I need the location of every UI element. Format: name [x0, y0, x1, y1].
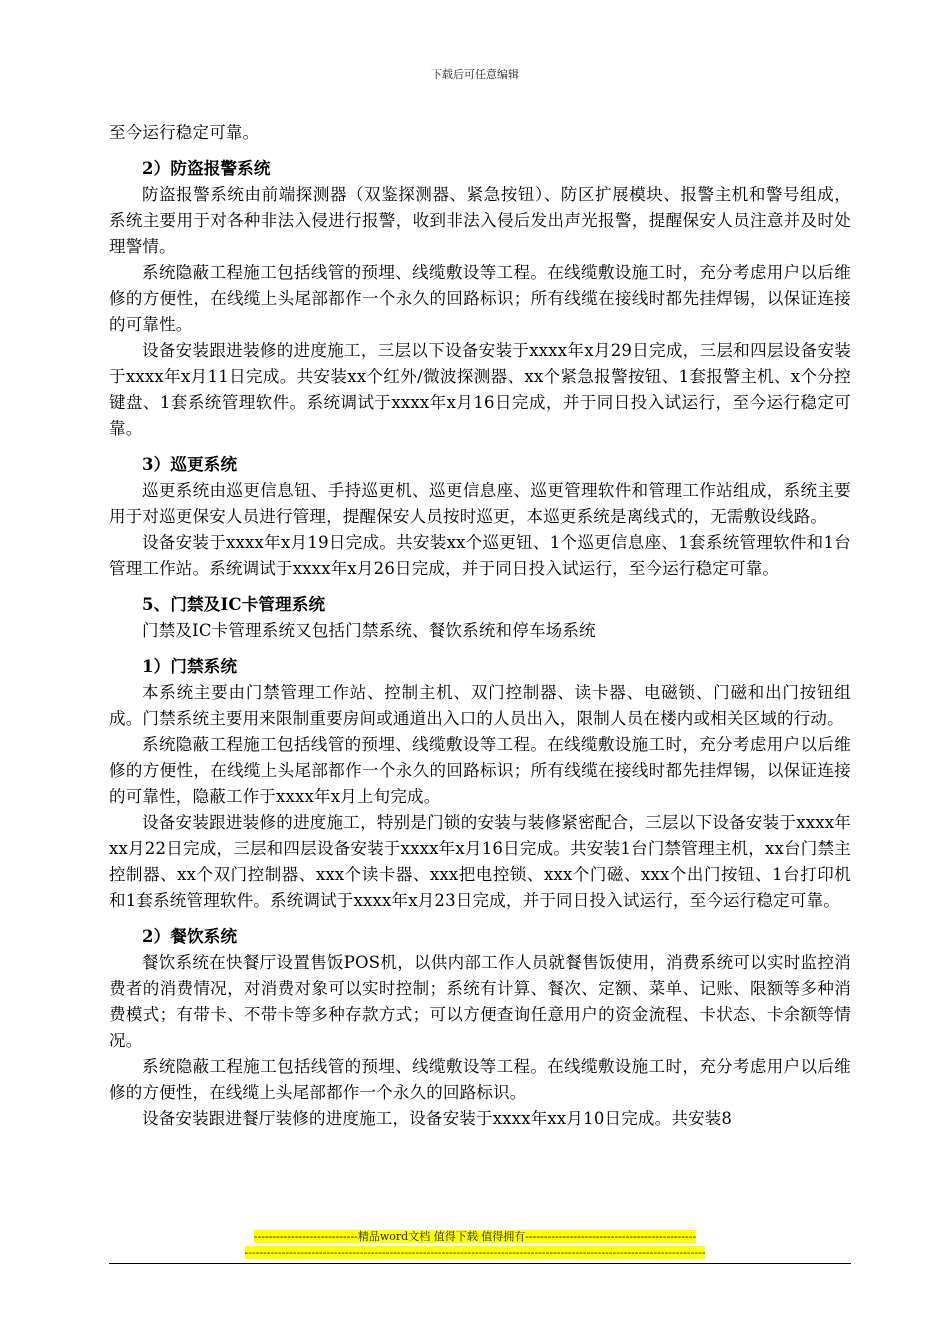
section-heading: 2）防盗报警系统 — [142, 159, 271, 178]
paragraph: 防盗报警系统由前端探测器（双鉴探测器、紧急按钮）、防区扩展模块、报警主机和警号组成，系统主要用于对各种非法入侵进行报警，收到非法入侵后发出声光报警，提醒保安人员注意并及时处理警情。 — [109, 185, 851, 256]
paragraph: 设备安装跟进餐厅装修的进度施工，设备安装于xxxx年xx月10日完成。共安装8 — [142, 1109, 733, 1128]
footer-rule — [109, 1263, 851, 1264]
footer-dashes-text: ---------------------------------------------------------------------------------------------------------------------------- — [244, 1246, 706, 1259]
section-heading: 5、门禁及IC卡管理系统 — [142, 595, 326, 614]
paragraph: 设备安装跟进装修的进度施工，特别是门锁的安装与装修紧密配合，三层以下设备安装于xxxx年xx月22日完成，三层和四层设备安装于xxxx年x月16日完成。共安装1台门禁管理主机，xx台门禁主控制器、xx个双门控制器、xxx个读卡器、xxx把电控锁、xxx个门磁、xxx个出门按钮、1台打印机和1套系统管理软件。系统调试于xxxx年x月23日完成，并于同日投入试运行，至今运行稳定可靠。 — [109, 813, 851, 910]
paragraph: 门禁及IC卡管理系统又包括门禁系统、餐饮系统和停车场系统 — [142, 621, 596, 640]
paragraph: 设备安装于xxxx年x月19日完成。共安装xx个巡更钮、1个巡更信息座、1套系统管理软件和1台管理工作站。系统调试于xxxx年x月26日完成，并于同日投入试运行，至今运行稳定可靠。 — [109, 533, 851, 578]
footer-banner-text: ----------------------------精品word文档 值得下载 值得拥有---------------------------------------------- — [253, 1230, 697, 1243]
footer-dashes — [0, 1246, 950, 1260]
paragraph: 至今运行稳定可靠。 — [109, 123, 260, 142]
section-heading: 3）巡更系统 — [142, 455, 238, 474]
paragraph: 本系统主要由门禁管理工作站、控制主机、双门控制器、读卡器、电磁锁、门磁和出门按钮组成。门禁系统主要用来限制重要房间或通道出入口的人员出入，限制人员在楼内或相关区域的行动。 — [109, 683, 851, 728]
paragraph: 餐饮系统在快餐厅设置售饭POS机，以供内部工作人员就餐售饭使用，消费系统可以实时监控消费者的消费情况，对消费对象可以实时控制；系统有计算、餐次、定额、菜单、记账、限额等多种消费模式；有带卡、不带卡等多种存款方式；可以方便查询任意用户的资金流程、卡状态、卡余额等情况。 — [109, 953, 851, 1050]
footer-banner — [0, 1230, 950, 1244]
document-body — [109, 120, 851, 1132]
paragraph: 系统隐蔽工程施工包括线管的预埋、线缆敷设等工程。在线缆敷设施工时，充分考虑用户以后维修的方便性，在线缆上头尾部都作一个永久的回路标识。 — [109, 1057, 851, 1102]
paragraph: 巡更系统由巡更信息钮、手持巡更机、巡更信息座、巡更管理软件和管理工作站组成，系统主要用于对巡更保安人员进行管理，提醒保安人员按时巡更，本巡更系统是离线式的，无需敷设线路。 — [109, 481, 851, 526]
paragraph: 设备安装跟进装修的进度施工，三层以下设备安装于xxxx年x月29日完成，三层和四层设备安装于xxxx年x月11日完成。共安装xx个红外/微波探测器、xx个紧急报警按钮、1套报警主机、x个分控键盘、1套系统管理软件。系统调试于xxxx年x月16日完成，并于同日投入试运行，至今运行稳定可靠。 — [109, 341, 851, 438]
page-header: 下载后可任意编辑 — [431, 68, 519, 81]
paragraph: 系统隐蔽工程施工包括线管的预埋、线缆敷设等工程。在线缆敷设施工时，充分考虑用户以后维修的方便性，在线缆上头尾部都作一个永久的回路标识；所有线缆在接线时都先挂焊锡，以保证连接的可靠性，隐蔽工作于xxxx年x月上旬完成。 — [109, 735, 851, 806]
section-heading: 2）餐饮系统 — [142, 927, 238, 946]
paragraph: 系统隐蔽工程施工包括线管的预埋、线缆敷设等工程。在线缆敷设施工时，充分考虑用户以后维修的方便性，在线缆上头尾部都作一个永久的回路标识；所有线缆在接线时都先挂焊锡，以保证连接的可靠性。 — [109, 263, 851, 334]
section-heading: 1）门禁系统 — [142, 657, 238, 676]
